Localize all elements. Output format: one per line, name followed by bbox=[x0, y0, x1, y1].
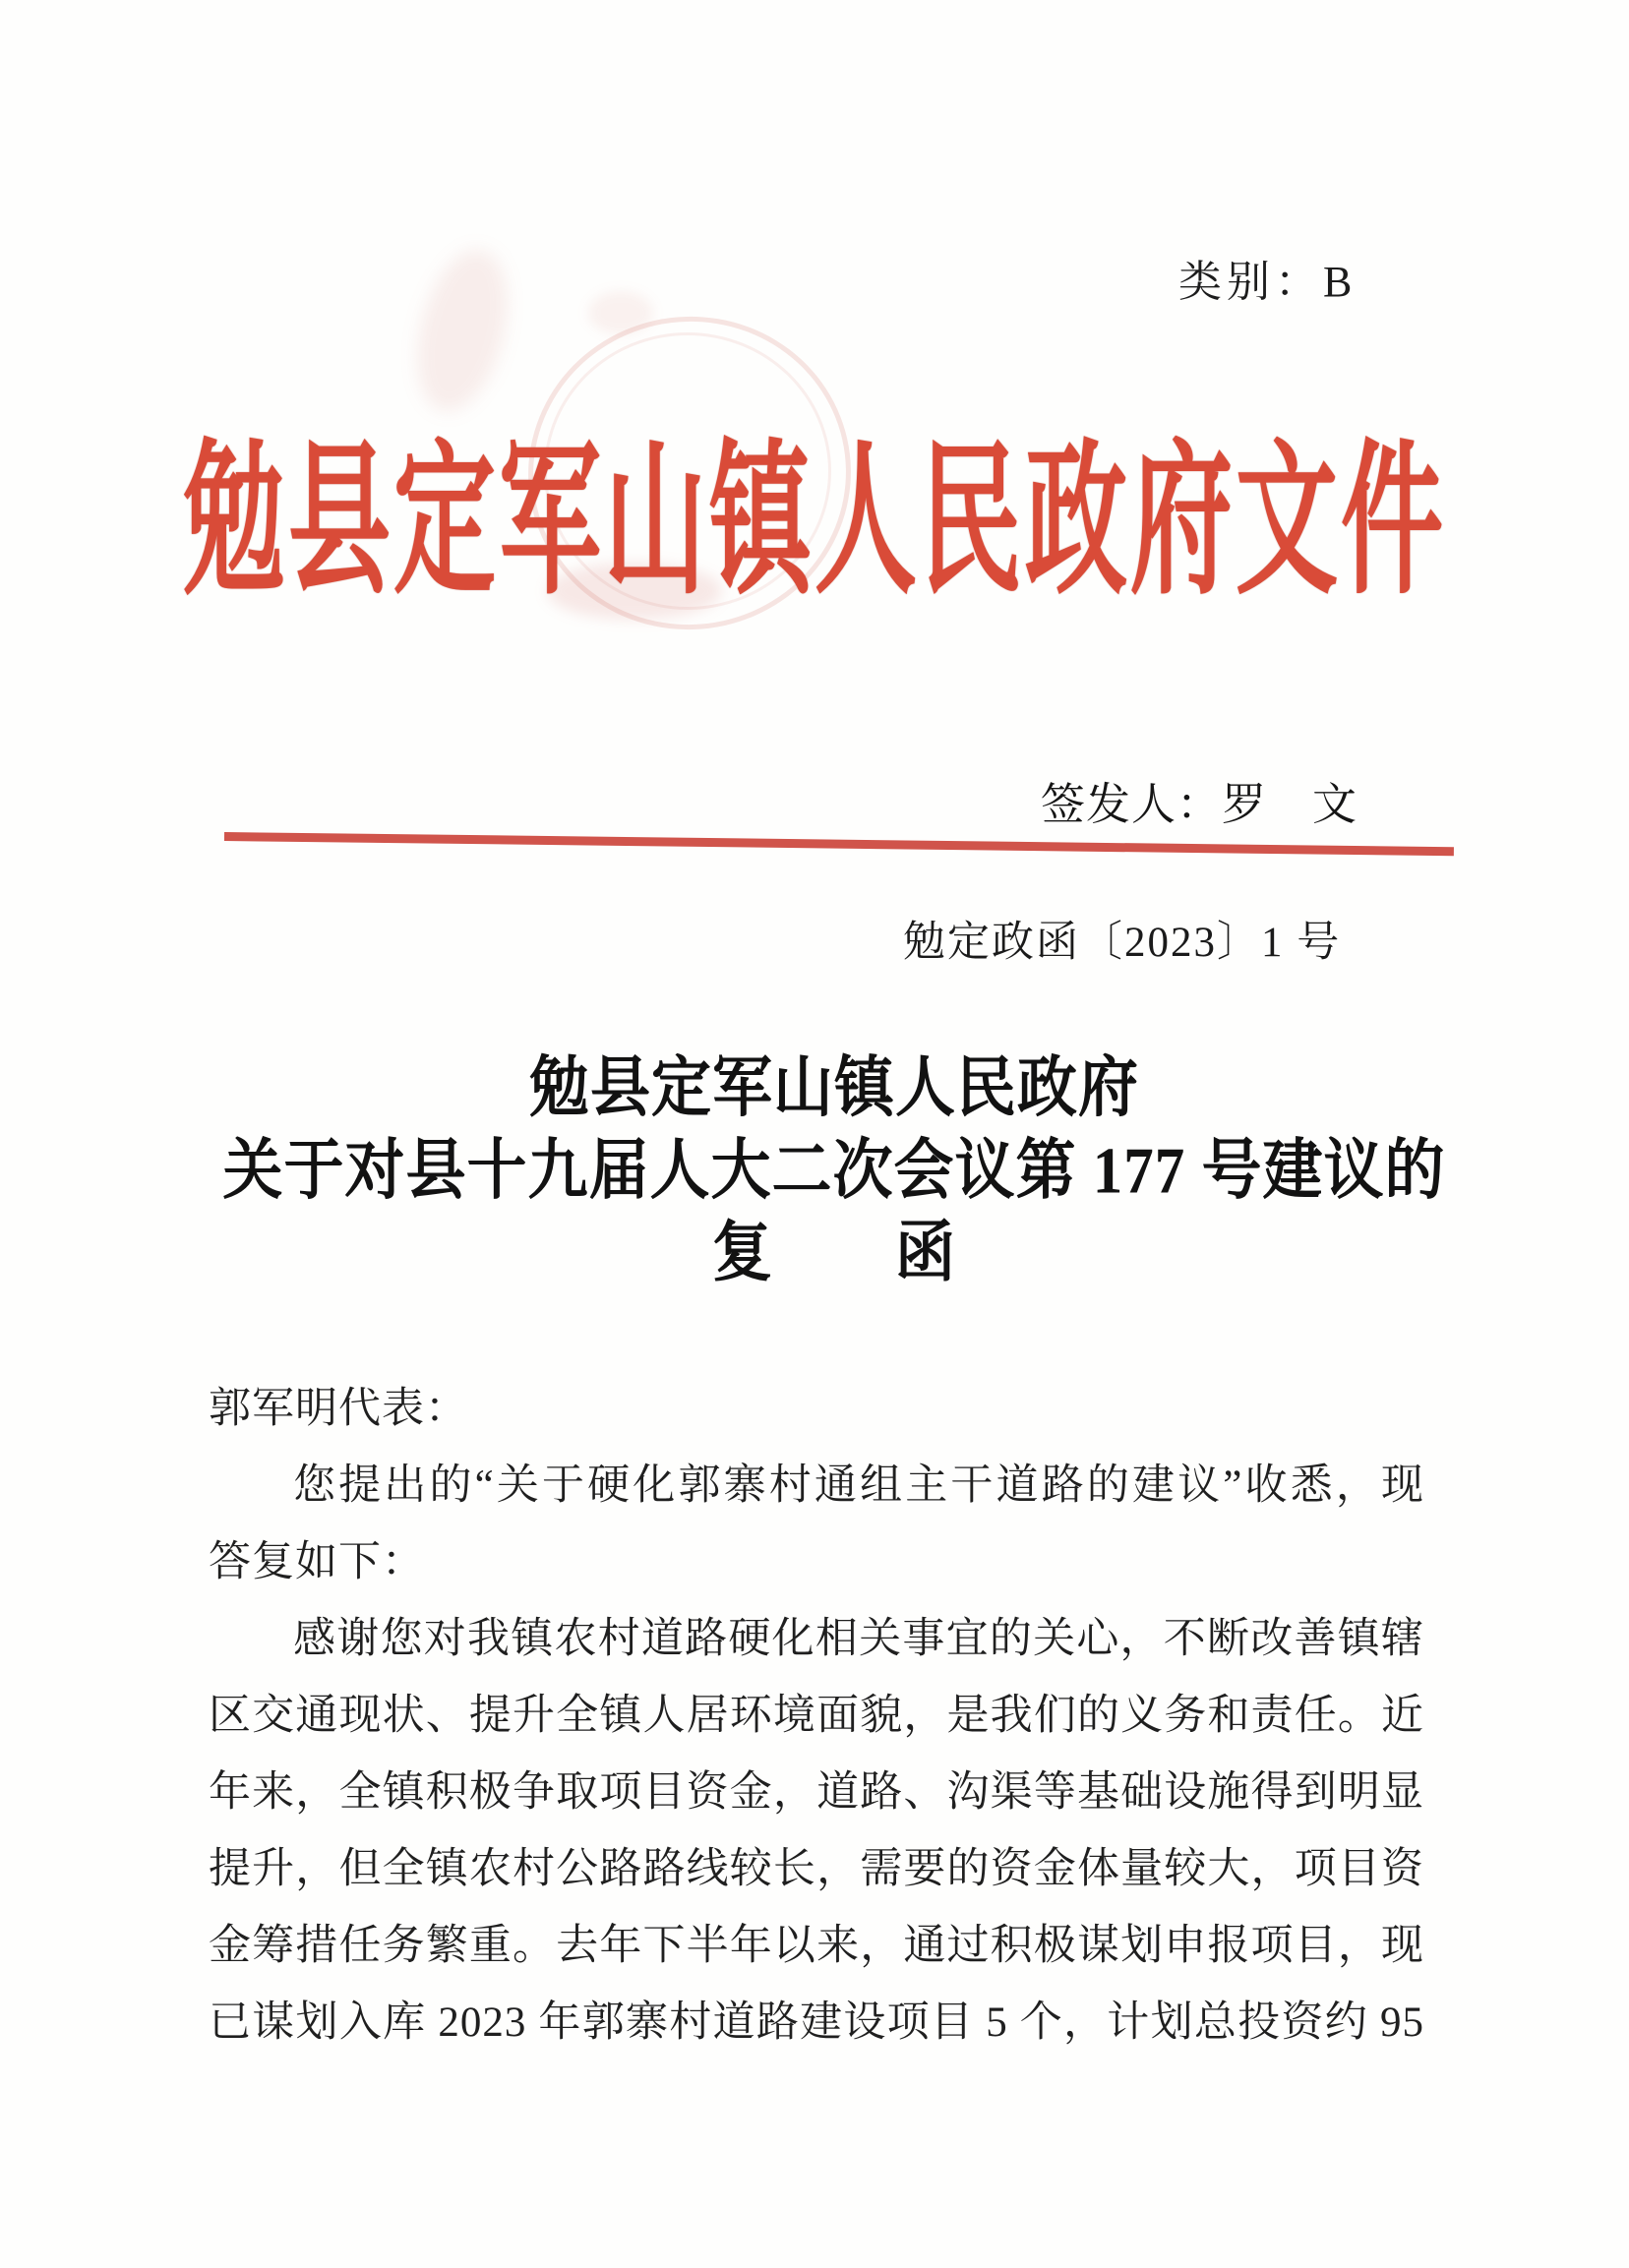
category-label: 类别：B bbox=[1178, 258, 1358, 306]
issuer-name: 罗 文 bbox=[1222, 780, 1358, 829]
document-title-line: 勉县定军山镇人民政府 bbox=[528, 1052, 1139, 1126]
document-title bbox=[20, 1048, 1629, 1295]
body-line: 区交通现状、提升全镇人居环境面貌，是我们的义务和责任。近 bbox=[209, 1693, 1424, 1739]
body-line: 已谋划入库 2023 年郭寨村道路建设项目 5 个，计划总投资约 95 bbox=[209, 1999, 1424, 2046]
body-line: 郭军明代表： bbox=[209, 1386, 468, 1432]
issuer-line bbox=[1041, 768, 1358, 832]
body-line: 感谢您对我镇农村道路硬化相关事宜的关心，不断改善镇辖 bbox=[293, 1616, 1424, 1662]
document-number: 勉定政函〔2023〕1 号 bbox=[903, 920, 1342, 966]
body-line: 金筹措任务繁重。去年下半年以来，通过积极谋划申报项目，现 bbox=[209, 1923, 1424, 1969]
seal-ink-smudge-icon bbox=[588, 291, 653, 334]
body-line: 年来，全镇积极争取项目资金，道路、沟渠等基础设施得到明显 bbox=[209, 1769, 1424, 1816]
body-line: 您提出的“关于硬化郭寨村通组主干道路的建议”收悉，现 bbox=[293, 1462, 1424, 1509]
body-text bbox=[209, 1371, 1424, 2061]
body-line: 答复如下： bbox=[209, 1539, 425, 1585]
issuer-label: 签发人： bbox=[1041, 780, 1223, 829]
red-masthead-title: 勉县定军山镇人民政府文件 bbox=[182, 431, 1446, 615]
document-title-line: 关于对县十九届人大二次会议第 177 号建议的 bbox=[222, 1135, 1446, 1208]
document-title-line: 复 函 bbox=[711, 1217, 956, 1290]
body-line: 提升，但全镇农村公路路线较长，需要的资金体量较大，项目资 bbox=[209, 1846, 1424, 1892]
red-separator-rule bbox=[224, 832, 1454, 856]
